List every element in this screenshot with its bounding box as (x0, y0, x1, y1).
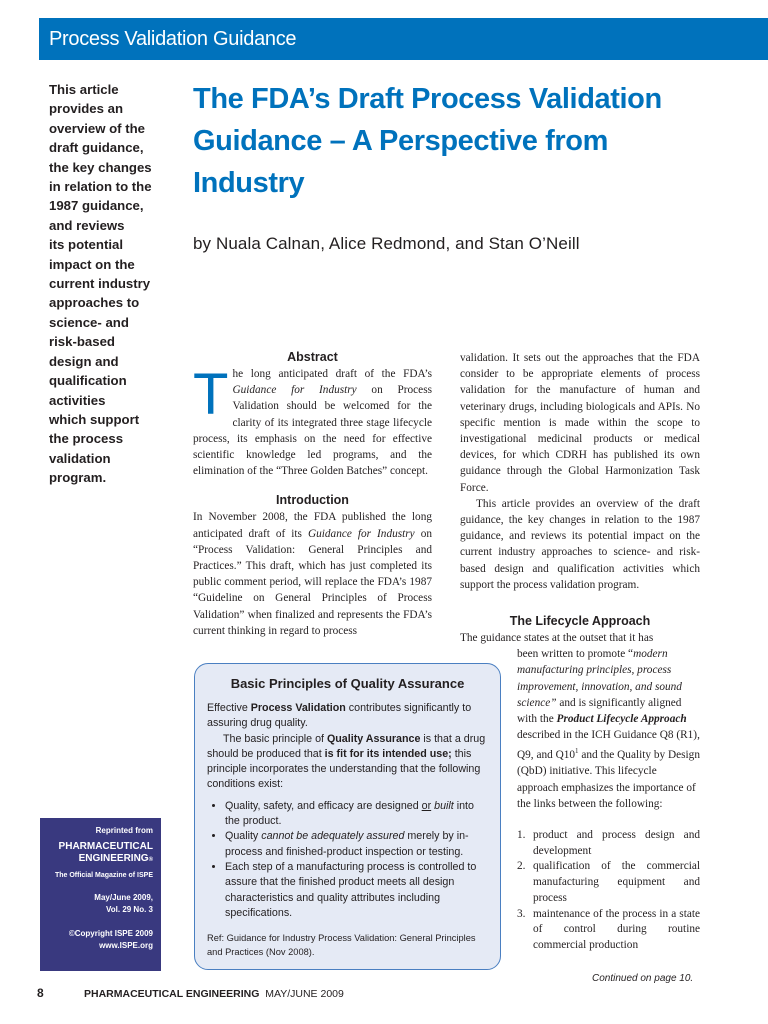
reprint-line: Reprinted from (95, 826, 153, 835)
lifecycle-text-part: described in the ICH Guidance Q8 (R1), Q9, and Q10 (517, 729, 700, 762)
footer-magazine-name: PHARMACEUTICAL ENGINEERING (84, 988, 260, 1000)
box-paragraph-1 (207, 701, 488, 732)
sidebar-line: provides an (49, 101, 124, 117)
lifecycle-paragraph (517, 646, 700, 812)
title-line: Guidance – A Perspective from (193, 125, 608, 157)
box-underline: or (421, 799, 432, 812)
reprint-magazine: ENGINEERING (78, 853, 149, 864)
sidebar-line: activities (49, 392, 106, 408)
box-paragraph-2 (207, 732, 488, 793)
box-bold: is fit for its intended use; (324, 747, 452, 760)
box-bullet (225, 799, 488, 830)
reprint-magazine: PHARMACEUTICAL (58, 841, 153, 852)
box-text-part: into the product. (225, 799, 474, 828)
box-text-part: Effective (207, 702, 251, 714)
sidebar-line: which support (49, 411, 140, 427)
sidebar-line: risk-based (49, 334, 115, 350)
box-italic: cannot be adequately assured (261, 830, 405, 843)
sidebar-line: current industry (49, 276, 151, 292)
box-text-part: merely by in-process and finished-product inspection or testing. (225, 830, 469, 858)
list-text: qualification of the commercial manufacturing equipment and process (533, 860, 700, 904)
byline: by Nuala Calnan, Alice Redmond, and Stan O’Neill (193, 234, 580, 253)
section-banner (39, 18, 768, 60)
lifecycle-italic: modern manufacturing principles, process improvement, innovation, and sound science” (517, 648, 682, 709)
reprint-copyright: ©Copyright ISPE 2009 (68, 929, 153, 938)
lifecycle-list (517, 828, 700, 954)
list-item (517, 859, 700, 906)
footer-magazine (84, 988, 344, 1000)
list-text: product and process design and development (533, 829, 700, 857)
box-text-part: is that a drug should be produced that (207, 732, 486, 760)
abstract-text-part: he long anticipated draft of the FDA’s (232, 368, 432, 380)
sidebar-line: impact on the (49, 256, 135, 272)
sidebar-line: This article (49, 82, 119, 97)
reprint-issue: May/June 2009, (94, 893, 153, 902)
sidebar-line: approaches to (49, 295, 140, 311)
box-reference: Ref: Guidance for Industry Process Validation: General Principles and Practices (Nov 2008). (207, 933, 476, 958)
sidebar-line: design and (49, 353, 119, 369)
continued-note: Continued on page 10. (592, 973, 694, 984)
list-item (517, 828, 700, 859)
registered-mark: ® (148, 857, 153, 863)
box-bold: Quality Assurance (326, 732, 421, 745)
lifecycle-heading: The Lifecycle Approach (509, 614, 651, 628)
intro-paragraph-1-continued: validation. It sets out the approaches that the FDA consider to be appropriate elements of process validation for the manufacture of human and veterinary drugs, including biologicals and APIs. No specific mention is made within the scope to investigational medicinal products or medical devices, for which CDRH has published its own guidance through the Global Harmonization Task Force. (460, 352, 700, 494)
reprint-issue: Vol. 29 No. 3 (106, 905, 153, 914)
list-number: 3. (517, 907, 526, 920)
sidebar-line: validation (49, 450, 111, 466)
reprint-badge (40, 818, 161, 971)
drop-cap: T (193, 362, 229, 427)
reprint-magazine-line (40, 853, 153, 866)
page-number: 8 (37, 986, 44, 1000)
box-text-part: Quality, safety, and efficacy are designed (225, 799, 422, 812)
footnote-ref: 1 (575, 747, 579, 756)
box-bullet (225, 829, 488, 860)
reprint-url: www.ISPE.org (99, 941, 153, 950)
intro-paragraph-2: This article provides an overview of the draft guidance, the key changes in relation to the 1987 guidance, and reviews its potential impact on the current industry approaches to science- and risk-based design and qualification activities which support the process validation program. (460, 497, 700, 591)
article-summary-sidebar (49, 80, 177, 488)
box-italic: built (434, 799, 454, 812)
box-text-part: Quality (225, 830, 262, 843)
title-line: Industry (193, 167, 305, 199)
box-title: Basic Principles of Quality Assurance (230, 676, 465, 691)
box-text-part: this principle incorporates the understanding that the following conditions exist: (207, 747, 481, 791)
list-number: 2. (517, 860, 526, 873)
sidebar-line: program. (49, 470, 107, 486)
abstract-heading: Abstract (287, 350, 338, 364)
abstract-text (193, 362, 432, 479)
box-text-part: contributes significantly to assuring drug quality. (207, 702, 472, 730)
intro-paragraph-1 (193, 509, 432, 639)
lifecycle-first-line: The guidance states at the outset that it has (460, 632, 654, 644)
list-number: 1. (517, 829, 526, 841)
sidebar-line: qualification (49, 373, 127, 389)
column-left (193, 350, 432, 639)
sidebar-line: science- and (49, 314, 129, 330)
sidebar-line: its potential (49, 237, 123, 253)
sidebar-line: in relation to the (49, 179, 152, 195)
abstract-italic: Guidance for Industry (232, 384, 357, 397)
column-right (460, 350, 700, 593)
lifecycle-bold-italic: Product Lifecycle Approach (556, 713, 687, 726)
introduction-heading: Introduction (276, 493, 349, 508)
article-title (193, 78, 753, 204)
intro-text-part: In November 2008, the FDA published the long anticipated draft of its (193, 511, 432, 540)
sidebar-line: 1987 guidance, (49, 198, 144, 214)
intro-text-part: on “Process Validation: General Principles and Practices.” This draft, which has just completed its public comment period, will replace the FDA’s 1987 “Guideline on General Principles of Process Validation” when finalized and represents the FDA’s current thinking in regard to process (193, 527, 432, 637)
sidebar-line: draft guidance, (49, 140, 144, 156)
sidebar-line: and reviews (49, 217, 125, 233)
list-text: maintenance of the process in a state of control during routine commercial production (533, 907, 700, 951)
footer-issue: MAY/JUNE 2009 (265, 988, 344, 1000)
reprint-line: The Official Magazine of ISPE (54, 872, 153, 879)
sidebar-line: the key changes (49, 159, 152, 175)
lifecycle-text-part: and is significantly aligned with the (517, 696, 682, 726)
abstract-text-part: on Process Validation should be welcomed for the clarity of its integrated three stage lifecycle process, its emphasis on the need for effective scientific knowledge led programs, and the elimination of the “Three Golden Batches” concept. (193, 384, 432, 478)
lifecycle-text-part: been written to promote “ (517, 648, 634, 661)
sidebar-line: the process (49, 431, 124, 447)
quality-assurance-box (194, 663, 501, 970)
list-item (517, 907, 700, 954)
box-bullet: • Each step of a manufacturing process is controlled to assure that the finished product meets all design characteristics and quality attributes including specifications. (225, 860, 488, 921)
box-bold: Process Validation (250, 702, 346, 714)
title-line: The FDA’s Draft Process Validation (193, 83, 662, 115)
box-text-part: The basic principle of (223, 732, 327, 745)
intro-italic: Guidance for Industry (307, 527, 415, 540)
lifecycle-text-part: and the Quality by Design (QbD) initiative. This lifecycle approach emphasizes the importance of the links between the following: (517, 749, 700, 810)
box-bullets (207, 799, 488, 921)
section-title: Process Validation Guidance (49, 28, 297, 50)
sidebar-line: overview of the (49, 120, 146, 136)
